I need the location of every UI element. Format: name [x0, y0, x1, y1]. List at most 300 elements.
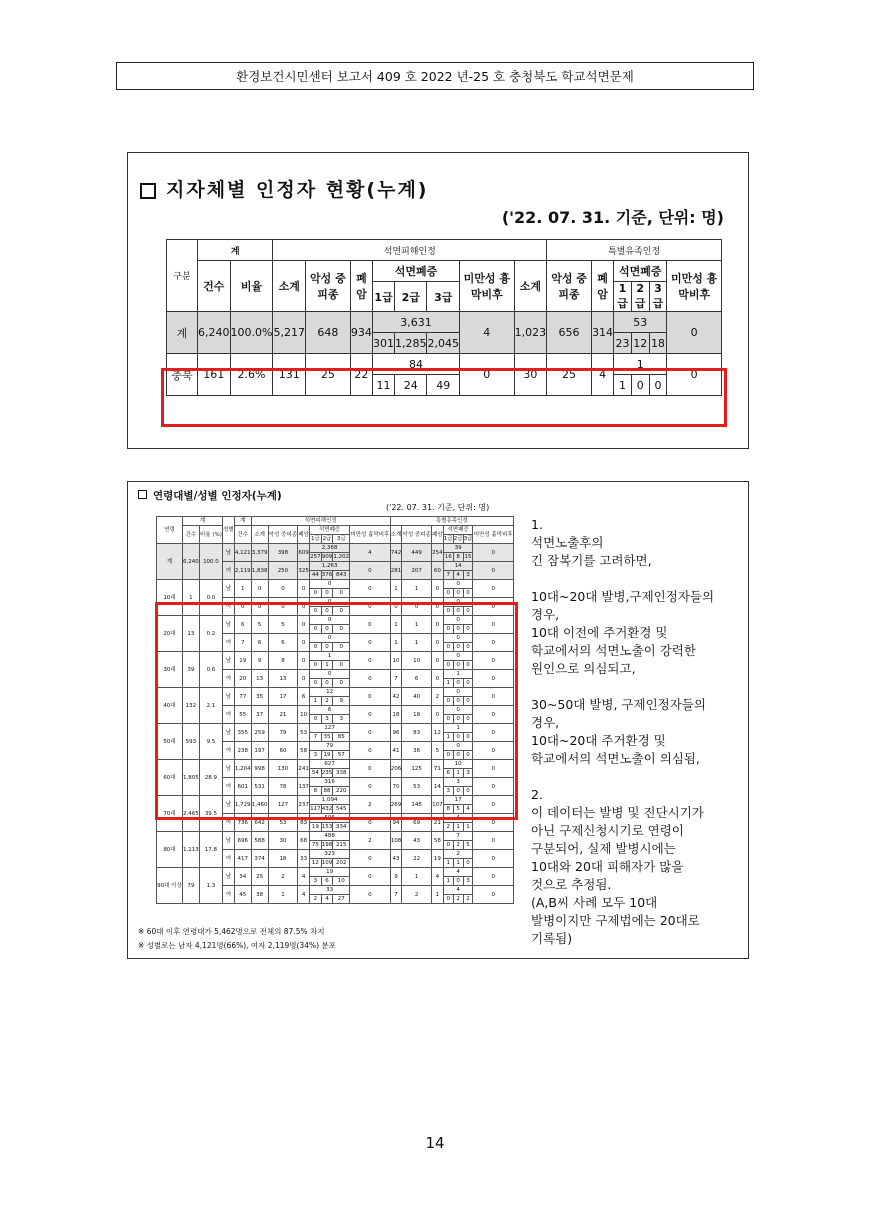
col-asbestosis: 석면폐증 — [310, 526, 350, 535]
cell: 13 — [182, 616, 199, 652]
cell: 843 — [333, 571, 350, 580]
cell: 0 — [310, 670, 350, 679]
cell: 6 — [310, 706, 350, 715]
cell: 58 — [431, 832, 443, 850]
table-row — [157, 868, 514, 877]
cell: 0 — [473, 616, 514, 634]
cell: 17 — [268, 688, 298, 706]
cell: 107 — [431, 796, 443, 814]
cell: 33 — [298, 850, 310, 868]
col-t-g1: 1급 — [443, 536, 453, 542]
cell: 153 — [321, 824, 333, 830]
col-g1: 1급 — [310, 536, 320, 542]
cell: 20대 — [157, 616, 183, 652]
cell: 88 — [321, 787, 333, 796]
cell: 0 — [333, 679, 350, 688]
col-gye: 계 — [182, 517, 222, 526]
cell: 1 — [463, 823, 473, 832]
cell: 2,465 — [182, 796, 199, 832]
cell: 1 — [402, 634, 432, 652]
cell: 0 — [350, 724, 390, 742]
cell: 30 — [268, 832, 298, 850]
cell: 0 — [333, 643, 350, 652]
cell: 0 — [443, 895, 453, 904]
cell: 1 — [453, 859, 463, 868]
cell: 1,094 — [310, 796, 350, 805]
cell: 68 — [298, 832, 310, 850]
cell: 53 — [614, 312, 667, 333]
table-row — [157, 832, 514, 841]
cell: 4 — [443, 886, 473, 895]
cell: 6 — [443, 769, 453, 778]
cell: 4 — [298, 886, 310, 904]
cell: 49 — [427, 375, 460, 396]
cell: 60대 — [157, 760, 183, 796]
cell: 9.5 — [199, 724, 222, 760]
cell: 0 — [443, 643, 453, 652]
col-pleural: 미만성 흉막비후 — [350, 526, 390, 544]
cell: 696 — [234, 832, 251, 850]
cell: 506 — [310, 814, 350, 823]
cell: 0 — [443, 697, 453, 706]
cell: 9 — [333, 697, 350, 706]
cell: 0 — [473, 814, 514, 832]
cell: 545 — [333, 805, 350, 814]
cell: 30대 — [157, 652, 183, 688]
cell: 316 — [310, 778, 350, 787]
col-biyul: 비율 (%) — [199, 526, 222, 544]
cell: 11 — [372, 375, 394, 396]
cell: 0.6 — [199, 652, 222, 688]
cell: 0 — [350, 778, 390, 796]
col-sogye: 소계 — [273, 261, 306, 312]
cell: 12 — [310, 859, 322, 868]
cell: 2 — [350, 832, 390, 850]
cell: 0 — [298, 670, 310, 688]
note-line: 발병이지만 구제법에는 20대로 — [531, 913, 700, 928]
cell: 0 — [431, 706, 443, 724]
cell: 85 — [333, 733, 350, 742]
cell: 계 — [157, 544, 183, 580]
cell: 0 — [473, 598, 514, 616]
col-t-g3: 3급 — [649, 282, 667, 312]
col-geonsu: 건수 — [198, 261, 231, 312]
cell: 0 — [310, 661, 322, 670]
note-line — [531, 768, 736, 786]
cell: 1 — [453, 769, 463, 778]
slide2-title — [138, 488, 282, 503]
col-g1: 1급 — [372, 282, 394, 312]
cell: 2 — [431, 688, 443, 706]
cell: 0 — [463, 589, 473, 598]
cell: 19 — [234, 652, 251, 670]
cell: 0.0 — [199, 580, 222, 616]
cell: 0 — [310, 589, 322, 598]
cell: 57 — [333, 751, 350, 760]
cell: 0 — [443, 625, 453, 634]
note-line: 학교에서의 석면노출이 의심됨, — [531, 751, 700, 766]
col-t-sogye: 소계 — [514, 261, 547, 312]
cell: 1 — [310, 652, 350, 661]
cell: 1 — [614, 375, 632, 396]
note-line: 경우, — [531, 715, 560, 730]
page-number: 14 — [425, 1134, 445, 1152]
note-line — [531, 678, 736, 696]
cell: 0 — [443, 589, 453, 598]
cell: 7 — [443, 832, 473, 841]
note-line: 구분되어, 실제 발병시에는 — [531, 841, 676, 856]
cell: 2,368 — [310, 544, 350, 553]
cell: 0 — [473, 868, 514, 886]
cell: 202 — [333, 859, 350, 868]
cell: 54 — [310, 769, 322, 778]
cell: 0 — [459, 354, 514, 396]
cell: 259 — [251, 724, 268, 742]
cell: 0 — [350, 886, 390, 904]
cell: 238 — [234, 742, 251, 760]
cell: 0 — [443, 742, 473, 751]
cell: 6,240 — [182, 544, 199, 580]
cell: 28.9 — [199, 760, 222, 796]
cell: 71 — [431, 760, 443, 778]
note-line: 아닌 구제신청시기로 연령이 — [531, 823, 684, 838]
cell: 1 — [443, 859, 453, 868]
cell: 0 — [333, 661, 350, 670]
cell: 21 — [268, 706, 298, 724]
cell: 334 — [333, 823, 350, 832]
col-gye2: 계 — [234, 517, 251, 526]
col-t-pyeam: 폐암 — [431, 526, 443, 544]
cell: 4 — [298, 868, 310, 886]
cell: 0 — [333, 625, 350, 634]
cell: 83 — [298, 814, 310, 832]
cell: 8 — [268, 652, 298, 670]
cell: 42 — [390, 688, 402, 706]
note-line: 10대~20대 발병,구제인정자들의 — [531, 589, 715, 604]
cell: 8 — [310, 787, 322, 796]
cell: 5 — [453, 805, 463, 814]
cell: 3 — [310, 877, 322, 886]
cell: 3,631 — [372, 312, 459, 333]
slide-age-gender-stats — [127, 481, 749, 959]
cell: 0 — [473, 706, 514, 724]
cell: 0 — [453, 697, 463, 706]
cell: 197 — [251, 742, 268, 760]
cell: 0 — [431, 616, 443, 634]
checkbox-icon — [140, 183, 156, 199]
cell: 0 — [453, 751, 463, 760]
cell: 0 — [631, 375, 649, 396]
cell: 215 — [333, 841, 350, 850]
cell: 588 — [251, 832, 268, 850]
cell: 6 — [268, 634, 298, 652]
cell: 0 — [463, 733, 473, 742]
cell: 70대 — [157, 796, 183, 832]
highlight-box-chungbuk — [161, 368, 727, 427]
cell: 10대 — [157, 580, 183, 616]
cell: 325 — [298, 562, 310, 580]
cell: 6 — [251, 634, 268, 652]
cell: 627 — [310, 760, 350, 769]
cell: 934 — [350, 312, 372, 354]
cell: 여 — [223, 886, 235, 904]
cell: 1,113 — [182, 832, 199, 868]
cell: 36 — [402, 742, 432, 760]
cell: 254 — [431, 544, 443, 562]
cell: 4 — [321, 895, 333, 904]
cell: 18 — [390, 706, 402, 724]
note-line: 10대 이전에 주거환경 및 — [531, 625, 668, 640]
cell: 35 — [321, 733, 333, 742]
cell: 1,202 — [333, 554, 350, 560]
cell: 0 — [321, 625, 333, 634]
cell: 3,379 — [251, 544, 268, 562]
table-row — [157, 580, 514, 589]
cell: 198 — [321, 842, 333, 848]
cell: 1 — [402, 868, 432, 886]
cell: 4 — [350, 544, 390, 562]
cell: 117 — [310, 806, 321, 812]
cell: 0 — [431, 670, 443, 688]
cell: 2 — [443, 823, 453, 832]
cell: 0 — [350, 580, 390, 598]
cell: 0 — [463, 787, 473, 796]
cell: 14 — [431, 778, 443, 796]
cell: 314 — [591, 312, 613, 354]
cell: 9 — [390, 868, 402, 886]
cell: 269 — [390, 796, 402, 814]
cell: 4 — [431, 868, 443, 886]
cell: 53 — [402, 778, 432, 796]
cell: 0 — [350, 760, 390, 778]
cell: 43 — [390, 850, 402, 868]
col-t-akseong: 악성 중피종 — [547, 261, 592, 312]
cell: 417 — [234, 850, 251, 868]
cell: 432 — [321, 806, 333, 812]
cell: 20 — [234, 670, 251, 688]
cell: 53 — [298, 724, 310, 742]
cell: 77 — [234, 688, 251, 706]
cell: 0 — [473, 778, 514, 796]
cell: 656 — [547, 312, 592, 354]
cell: 12 — [431, 724, 443, 742]
cell: 55 — [234, 706, 251, 724]
cell: 50대 — [157, 724, 183, 760]
cell: 0 — [431, 598, 443, 616]
cell: 4 — [459, 312, 514, 354]
cell: 0 — [473, 742, 514, 760]
col-t-asbestosis: 석면폐증 — [443, 526, 473, 535]
cell: 남 — [223, 760, 235, 778]
cell: 1 — [390, 616, 402, 634]
col-t-g2: 2급 — [631, 282, 649, 312]
cell: 449 — [402, 544, 432, 562]
cell: 0 — [463, 643, 473, 652]
cell: 19 — [310, 868, 350, 877]
cell: 0 — [268, 580, 298, 598]
cell: 79 — [182, 868, 199, 904]
cell: 7 — [443, 571, 453, 580]
cell: 69 — [402, 814, 432, 832]
cell: 0 — [268, 598, 298, 616]
cell: 40대 — [157, 688, 183, 724]
cell: 1 — [443, 724, 473, 733]
cell: 여 — [223, 778, 235, 796]
cell: 0 — [463, 859, 473, 868]
footnote-1: ※ 60대 이후 연령대가 5,462명으로 전체의 87.5% 차지 — [138, 927, 325, 936]
cell: 0 — [453, 877, 463, 886]
cell: 1 — [182, 580, 199, 616]
cell: 0 — [431, 580, 443, 598]
cell: 642 — [251, 814, 268, 832]
analysis-notes — [531, 516, 736, 948]
cell: 2,119 — [234, 562, 251, 580]
cell: 0 — [298, 598, 310, 616]
cell: 0 — [350, 670, 390, 688]
cell: 19 — [310, 823, 322, 832]
cell: 0 — [463, 679, 473, 688]
cell: 5 — [251, 616, 268, 634]
cell: 1,263 — [310, 562, 350, 571]
col-g2: 2급 — [322, 536, 332, 542]
cell: 0 — [350, 598, 390, 616]
cell: 여 — [223, 670, 235, 688]
cell: 0 — [321, 607, 333, 616]
cell: 22 — [350, 354, 372, 396]
cell: 8 — [453, 553, 463, 562]
col-sex: 성별 — [223, 517, 235, 544]
col-t-asbestosis: 석면폐증 — [614, 261, 667, 282]
cell: 10 — [390, 652, 402, 670]
col-pleural: 미만성 흉막비후 — [459, 261, 514, 312]
cell: 1 — [390, 580, 402, 598]
cell: 남 — [223, 832, 235, 850]
cell: 0 — [473, 652, 514, 670]
cell: 0 — [463, 661, 473, 670]
cell: 0 — [443, 715, 453, 724]
cell: 0 — [310, 634, 350, 643]
cell: 96 — [390, 724, 402, 742]
cell: 2 — [402, 886, 432, 904]
cell: 0 — [453, 607, 463, 616]
row-label: 계 — [167, 312, 198, 354]
cell: 2 — [453, 841, 463, 850]
cell: 70 — [390, 778, 402, 796]
cell: 1 — [443, 877, 453, 886]
cell: 0 — [390, 598, 402, 616]
highlight-box-young-ages — [155, 602, 518, 820]
cell: 0 — [667, 312, 722, 354]
cell: 0 — [473, 580, 514, 598]
cell: 0 — [443, 607, 453, 616]
cell: 0 — [321, 643, 333, 652]
col-g3: 3급 — [427, 282, 460, 312]
cell: 0 — [321, 679, 333, 688]
cell: 3 — [463, 769, 473, 778]
cell: 0 — [443, 688, 473, 697]
cell: 1 — [268, 886, 298, 904]
cell: 648 — [305, 312, 350, 354]
cell: 0 — [473, 850, 514, 868]
cell: 0 — [321, 589, 333, 598]
cell: 0 — [350, 616, 390, 634]
cell: 0 — [333, 589, 350, 598]
checkbox-icon — [138, 490, 147, 499]
cell: 0 — [234, 598, 251, 616]
cell: 207 — [402, 562, 432, 580]
cell: 0 — [473, 886, 514, 904]
cell: 4 — [453, 571, 463, 580]
cell: 5 — [431, 742, 443, 760]
col-akseong: 악성 중피종 — [268, 526, 298, 544]
cell: 235 — [321, 770, 333, 776]
cell: 0 — [350, 850, 390, 868]
col-geonsu: 건수 — [182, 526, 199, 544]
cell: 0 — [431, 652, 443, 670]
cell: 53 — [268, 814, 298, 832]
cell: 60 — [268, 742, 298, 760]
cell: 2.1 — [199, 688, 222, 724]
cell: 84 — [372, 354, 459, 375]
cell: 301 — [372, 333, 394, 354]
cell: 0 — [310, 715, 322, 724]
cell: 18 — [268, 850, 298, 868]
cell: 2 — [310, 895, 322, 904]
col-t-pyeam: 폐암 — [591, 261, 613, 312]
cell: 1 — [453, 823, 463, 832]
cell: 7 — [390, 670, 402, 688]
cell: 여 — [223, 634, 235, 652]
note-line: 원인으로 의심되고, — [531, 661, 636, 676]
col-gubun: 구분 — [167, 240, 198, 312]
cell: 34 — [234, 868, 251, 886]
cell: 1 — [402, 616, 432, 634]
cell: 376 — [321, 572, 333, 578]
cell: 0 — [443, 661, 453, 670]
cell: 0 — [473, 688, 514, 706]
cell: 2 — [268, 868, 298, 886]
cell: 0 — [443, 751, 453, 760]
header-text: 환경보건시민센터 보고서 409 호 2022 년-25 호 충청북도 학교석면문제 — [236, 69, 634, 84]
cell: 40 — [402, 688, 432, 706]
cell: 0 — [251, 598, 268, 616]
cell: 24 — [394, 375, 427, 396]
cell: 80대 — [157, 832, 183, 868]
cell: 131 — [273, 354, 306, 396]
cell: 남 — [223, 580, 235, 598]
col-sogye: 소계 — [251, 526, 268, 544]
cell: 17.8 — [199, 832, 222, 868]
cell: 6 — [402, 670, 432, 688]
note-line: 2. — [531, 787, 543, 802]
cell: 100.0% — [230, 312, 273, 354]
col-biyul: 비율 — [230, 261, 273, 312]
cell: 1 — [443, 733, 453, 742]
cell: 4 — [591, 354, 613, 396]
col-teukbyeol: 특별유족인정 — [547, 240, 722, 261]
cell: 18 — [649, 333, 667, 354]
cell: 13 — [268, 670, 298, 688]
cell: 220 — [333, 787, 350, 796]
cell: 0 — [473, 760, 514, 778]
col-pyeam: 폐암 — [350, 261, 372, 312]
cell: 2 — [463, 895, 473, 904]
cell: 355 — [234, 724, 251, 742]
col-t-akseong: 악성 중피종 — [402, 526, 432, 544]
cell: 남 — [223, 544, 235, 562]
cell: 0 — [298, 616, 310, 634]
cell: 남 — [223, 688, 235, 706]
